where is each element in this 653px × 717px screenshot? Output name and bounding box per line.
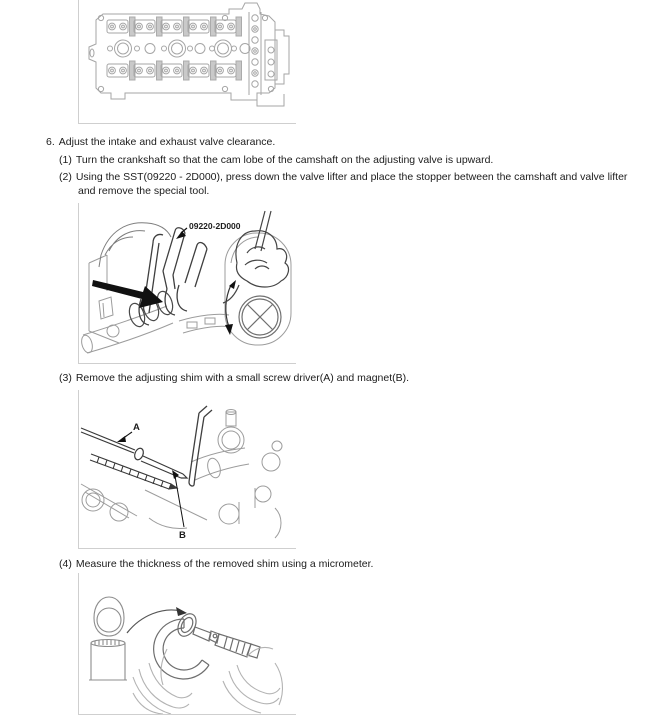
substep-2-line-2: and remove the special tool.	[78, 185, 210, 197]
label-a	[117, 422, 140, 442]
pressing-hand	[99, 223, 171, 267]
magnet	[90, 454, 177, 489]
sst-illustration	[79, 203, 296, 363]
substep-1-text: Turn the crankshaft so that the cam lobe of the camshaft on the adjusting valve is upward.	[75, 154, 494, 166]
stopper-rod	[189, 406, 212, 486]
sst-part-number: 09220-2D000	[189, 221, 241, 231]
label-a-arrow-icon	[117, 436, 126, 442]
substep-1	[59, 154, 493, 167]
label-b	[172, 470, 186, 541]
sst-label	[176, 221, 241, 239]
step-6-title	[46, 136, 275, 149]
remove-shim-illustration	[79, 390, 296, 548]
step-number: 6.	[46, 136, 55, 148]
micrometer	[154, 611, 260, 679]
figure-measure-shim	[78, 573, 296, 715]
micrometer-illustration	[79, 573, 296, 714]
left-hand	[133, 649, 192, 714]
substep-2-text: Using the SST(09220 - 2D000), press down the valve lifter and place the stopper between the camshaft and valve lifter	[75, 171, 628, 183]
label-a-text: A	[133, 422, 140, 433]
plug-tubes	[108, 40, 251, 57]
figure-sst-press-valve-lifter	[78, 203, 296, 364]
figure-remove-shim	[78, 390, 296, 549]
timing-cover-opening	[225, 233, 291, 345]
figure-cylinder-head-top-view	[78, 0, 296, 124]
shim-and-lifter	[89, 597, 127, 680]
substep-3	[59, 372, 409, 385]
substep-1-number: (1)	[59, 154, 72, 166]
rotation-arrow	[225, 280, 236, 335]
step-text: Adjust the intake and exhaust valve clearance.	[58, 136, 276, 148]
sst-tools	[139, 228, 207, 325]
substep-2-number: (2)	[59, 171, 72, 183]
substep-4-text: Measure the thickness of the removed shim using a micrometer.	[75, 558, 374, 570]
substep-2-line-1	[59, 171, 627, 184]
substep-4-number: (4)	[59, 558, 72, 570]
substep-3-number: (3)	[59, 372, 72, 384]
substep-3-text: Remove the adjusting shim with a small screw driver(A) and magnet(B).	[75, 372, 410, 384]
rotate-detail	[239, 296, 281, 338]
cylinder-head-illustration	[79, 0, 296, 123]
timing-chain	[249, 12, 277, 95]
substep-4	[59, 558, 373, 571]
label-b-text: B	[179, 530, 186, 541]
